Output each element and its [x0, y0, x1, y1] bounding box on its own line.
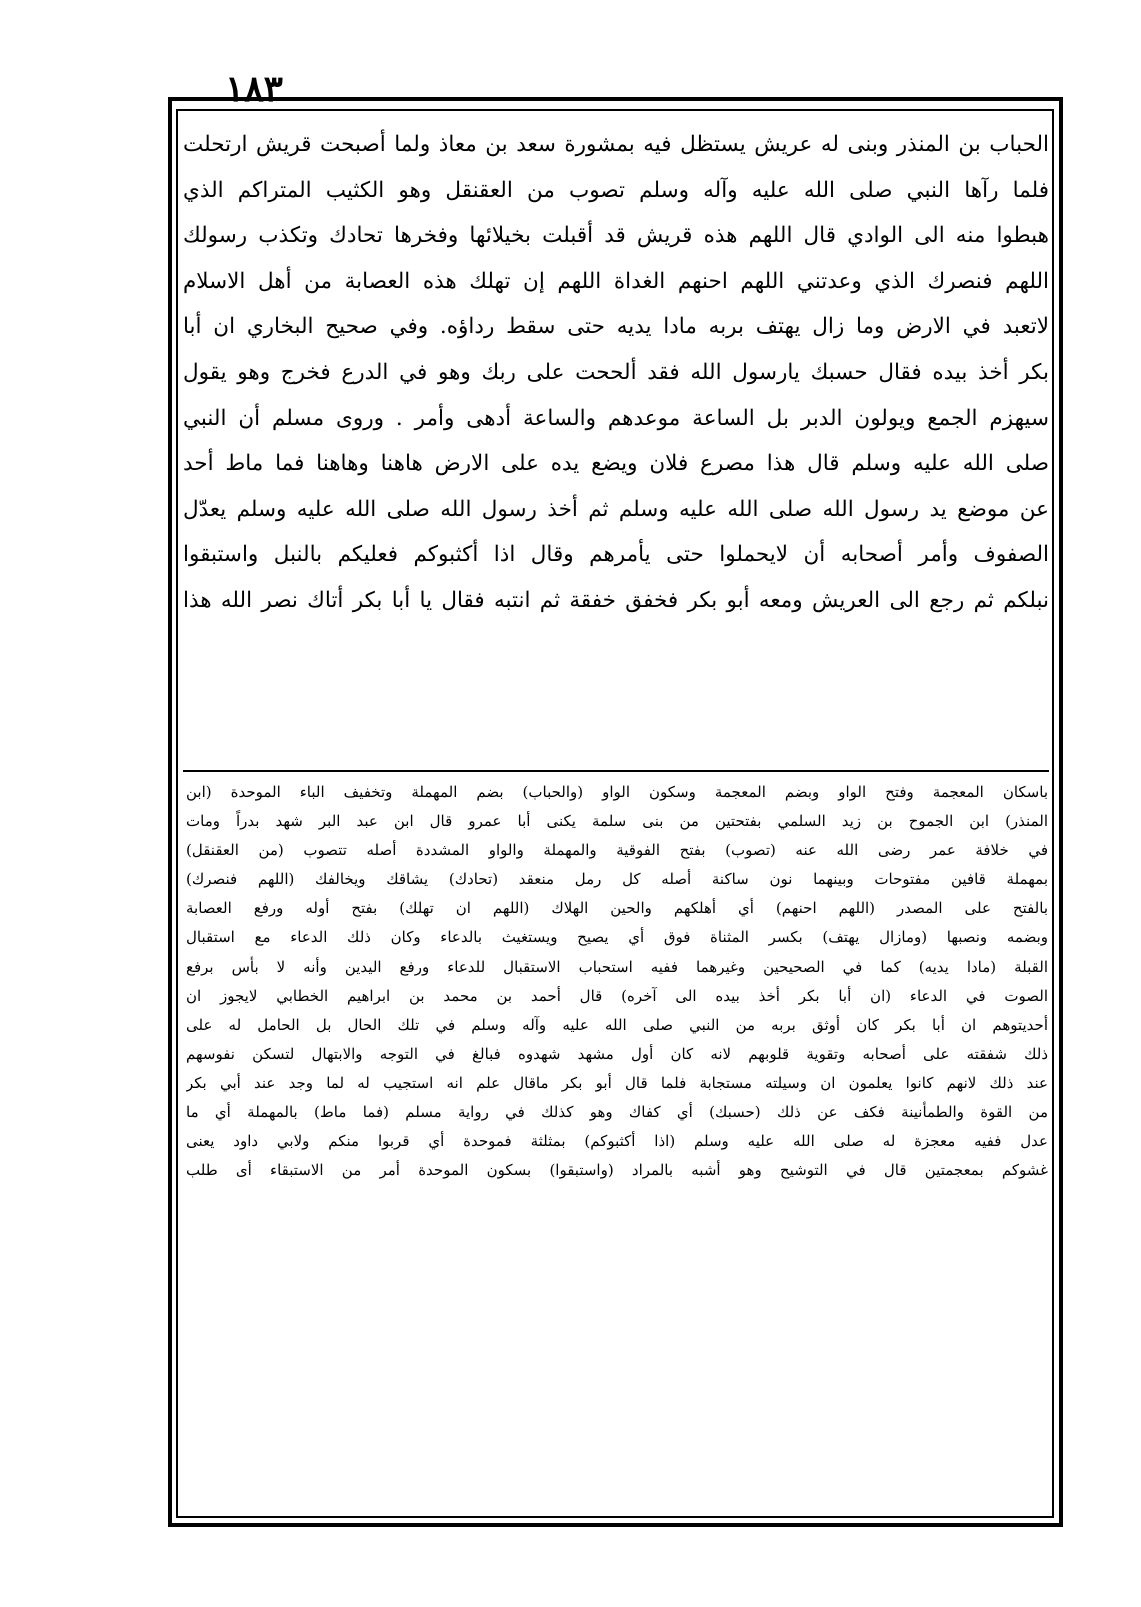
- main-text-line: لاتعبد في الارض وما زال يهتف بربه مادا يديه حتى سقط رداؤه. وفي صحيح البخاري ان أبا: [183, 314, 1049, 340]
- main-text-line: هبطوا منه الى الوادي قال اللهم هذه قريش قد أقبلت بخيلائها وفخرها تحادك وتكذب رسولك: [183, 223, 1049, 249]
- commentary-line: أحديتوهم ان أبا بكر كان أوثق بربه من النبي صلى الله عليه وآله وسلم في تلك الحال بل الحامل له على: [186, 1015, 1048, 1034]
- main-text-line: الصفوف وأمر أصحابه أن لايحملوا حتى يأمرهم وقال اذا أكثبوكم فعليكم بالنبل واستبقوا: [183, 542, 1049, 568]
- commentary-line: ذلك شفقته على أصحابه وتقوية قلوبهم لانه كان أول مشهد شهدوه فبالغ في التوجه والابتهال لتسكن نفوسهم: [186, 1044, 1048, 1063]
- commentary-line: القبلة (مادا يديه) كما في الصحيحين وغيرهما ففيه استحباب الاستقبال للدعاء ورفع اليدين وأنه لا بأس برفع: [186, 957, 1048, 976]
- main-text-line: سيهزم الجمع ويولون الدبر بل الساعة موعدهم والساعة أدهى وأمر . وروى مسلم أن النبي: [183, 405, 1049, 431]
- commentary-line: باسكان المعجمة وفتح الواو وبضم المعجمة وسكون الواو (والحباب) بضم المهملة وتخفيف الباء الموحدة (ابن: [186, 783, 1048, 801]
- footnote-separator: [183, 770, 1049, 772]
- commentary-line: عدل ففيه معجزة له صلى الله عليه وسلم (اذا أكثبوكم) بمثلثة فموحدة أي قربوا منكم ولابي داود يعنى: [186, 1132, 1048, 1151]
- main-text-line: اللهم فنصرك الذي وعدتني اللهم احنهم الغداة اللهم إن تهلك هذه العصابة من أهل الاسلام: [183, 268, 1049, 294]
- main-text-block: [183, 122, 1049, 624]
- commentary-line: بالفتح على المصدر (اللهم احنهم) أي أهلكهم والحين الهلاك (اللهم ان تهلك) بفتح أوله ورفع العصابة: [186, 899, 1048, 918]
- commentary-line: من القوة والطمأنينة فكف عن ذلك (حسبك) أي كفاك وهو كذلك في رواية مسلم (فما ماط) بالمهملة أي ما: [186, 1103, 1048, 1122]
- main-text-line: بكر أخذ بيده فقال حسبك يارسول الله فقد ألححت على ربك وهو في الدرع فخرج وهو يقول: [183, 359, 1049, 385]
- commentary-line: المنذر) ابن الجموح بن زيد السلمي بفتحتين من بنى سلمة يكنى أبا عمرو قال ابن عبد البر شهد بدراً ومات: [186, 812, 1048, 831]
- commentary-line: الصوت في الدعاء (ان أبا بكر أخذ بيده الى آخره) قال أحمد بن محمد بن ابراهيم الخطابي لايجوز ان: [186, 986, 1048, 1005]
- main-text-line: فلما رآها النبي صلى الله عليه وآله وسلم تصوب من العقنقل وهو الكثيب المتراكم الذي: [183, 177, 1049, 203]
- commentary-line: بمهملة قافين مفتوحات وبينهما نون ساكنة أصله كل رمل منعقد (تحادك) يشاقك ويخالفك (اللهم فنصرك): [186, 870, 1048, 889]
- commentary-block: [186, 778, 1048, 1185]
- commentary-line: في خلافة عمر رضى الله عنه (تصوب) بفتح الفوقية والمهملة والواو المشددة أصله تتصوب (من العقنقل): [186, 841, 1048, 860]
- page-number: ۱۸۳: [225, 68, 284, 110]
- commentary-line: وبضمه ونصبها (ومازال يهتف) بكسر المثناة فوق أي يصيح ويستغيث بالدعاء وكان ذلك الدعاء مع استقبال: [186, 928, 1048, 947]
- commentary-line: غشوكم بمعجمتين قال في التوشيح وهو أشبه بالمراد (واستبقوا) بسكون الموحدة أمر من الاستبقاء أى طلب: [186, 1161, 1048, 1180]
- main-text-line: الحباب بن المنذر وبنى له عريش يستظل فيه بمشورة سعد بن معاذ ولما أصبحت قريش ارتحلت: [183, 132, 1049, 157]
- commentary-line: عند ذلك لانهم كانوا يعلمون ان وسيلته مستجابة فلما قال أبو بكر ماقال علم انه استجيب له لما وجد عند أبي بكر: [186, 1073, 1048, 1092]
- main-text-line: صلى الله عليه وسلم قال هذا مصرع فلان ويضع يده على الارض هاهنا وهاهنا فما ماط أحد: [183, 451, 1049, 477]
- main-text-line: نبلكم ثم رجع الى العريش ومعه أبو بكر فخفق خفقة ثم انتبه فقال يا أبا بكر أتاك نصر الله هذا: [183, 587, 1049, 613]
- main-text-line: عن موضع يد رسول الله صلى الله عليه وسلم ثم أخذ رسول الله صلى الله عليه وسلم يعدّل: [183, 496, 1049, 522]
